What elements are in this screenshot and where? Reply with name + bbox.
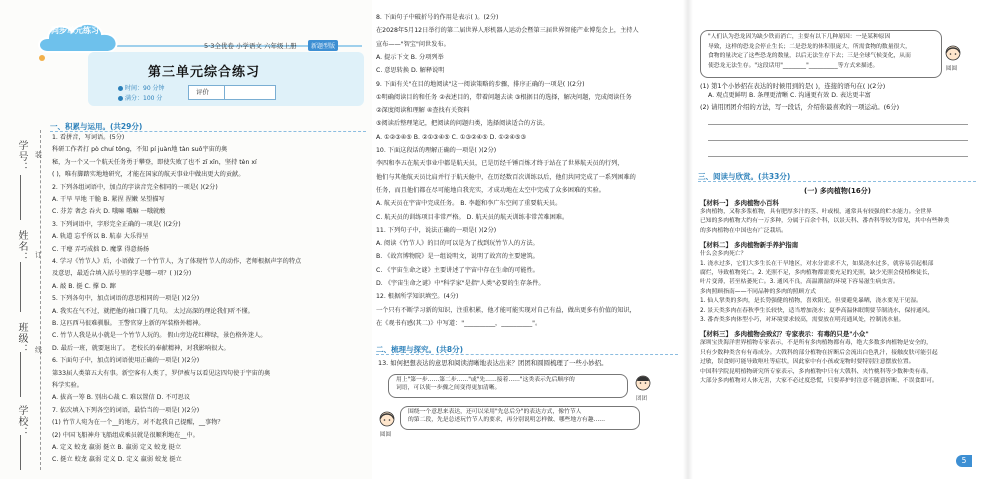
student-id-line[interactable] xyxy=(20,175,21,220)
left-lines-line: 4. 学习《竹节人》后，小语做了一个竹节人，为了体现竹节人的动作，老师根据声字的特点 xyxy=(52,258,302,265)
material-line: 叶片变薄，甚至枯萎死亡。3. 通风不良，高温潮湿的环境下容易滋生病虫害。 xyxy=(700,279,899,286)
brand-text: 5·3全优卷 小学语文 六年级上册 xyxy=(204,42,297,50)
material-heading: 【材料一】 多肉植物小百科 xyxy=(700,199,779,207)
mid-lines-line: 一个只有不断学习新的知识，注重积累，他才能可能实现对自己有益，做出更多有价值的知识， xyxy=(376,306,636,314)
time-meta xyxy=(118,83,165,92)
page-number: 5 xyxy=(956,455,972,467)
material-heading: 【材料二】 多肉植物新手养护指南 xyxy=(700,241,799,250)
mid-lines-line: 8. 下面句子中破折号的作用是表示( )。(2分) xyxy=(376,14,499,21)
material-line: 3. 番杏类多肉体型小巧，对环境要求较高，需要放在明亮通风处，控制浇水量。 xyxy=(700,317,905,323)
mid-lines-line: 宣布——"智宝"问世发布。 xyxy=(376,40,450,48)
left-lines-line: 2. 下列各组词语中，加点的字读音完全相同的一项是( )(2分) xyxy=(52,183,218,191)
mid-lines-line: A. 提示下文 B. 分项列举 xyxy=(376,53,444,61)
mid-lines-line: 在2028年5月12日举行的第二届世界人形机器人运动会暨第三届世界智能产业博览会上，主持人 xyxy=(376,27,639,35)
left-lines-line: C. 挺立 蛟龙 羸弱 定义 D. 定义 羸弱 蛟龙 挺立 xyxy=(52,456,182,464)
girl-avatar-icon-2 xyxy=(944,44,962,62)
mid-lines-line: A. ①②③④⑤ B. ②①③④⑤ C. ①③②④⑤ D. ①②④⑤③ xyxy=(376,133,527,141)
material-line: 过敏，误食则可能导致呕吐等症状，因此家中有小孩或宠物时要特别注意摆放位置。 xyxy=(700,359,915,366)
left-lines-line: (2) 中国飞船神舟飞船组成乘员就是很顺利地在__中。 xyxy=(52,431,199,439)
material-line: 深圳宝贵海洋世界植物专家表示，不是所有多肉植物都有毒，绝大多数多肉植物是安全的， xyxy=(700,340,932,347)
mid-lines-line: C. 意思转换 D. 解释说明 xyxy=(376,67,445,75)
left-lines-line: B. 这匹西马很难驯服。 王警官穿上新的军装格外精神。 xyxy=(52,320,205,327)
material-line: 2. 景天类多肉在春秋季生长较快，适当增加浇水；夏季高温休眠期要节制浇水，保持通风。 xyxy=(700,307,934,314)
boy-avatar-icon xyxy=(634,374,652,392)
material-line: 大部分多肉植物对人体无害，大家不必过度恐慌，只要养护时注意不随意折断、不误食即可。 xyxy=(700,378,938,384)
time-text: 时间：90 分钟 xyxy=(125,85,165,92)
left-lines-line: 7. 依次填入下列各空的词语，最恰当的一项是( )(2分) xyxy=(52,406,200,414)
left-lines-line: 3. 下列词语中，字形完全正确的一项是( )(2分) xyxy=(52,220,181,228)
seal-word-1: 装 xyxy=(35,151,42,159)
mid-lines-line: A. 航天员在宇宙中完成任务。 B. 李超和李广东空间了重要航天员。 xyxy=(376,200,562,208)
left-lines-line: A. 我实在气不过，就把他的袖口撕了几句。 太过高深的理论我们听不懂。 xyxy=(52,307,254,315)
left-lines-line: 科研工作者打 pò chuí tǒng，不知 pí juàn地 tàn suǒ宇宙的奥 xyxy=(52,146,228,154)
mid-lines-line: C. 航天员的训练项目非常严格。 D. 航天员的航天训练非常苦难困难。 xyxy=(376,213,569,221)
tip-1-speaker: 团团 xyxy=(636,396,648,402)
right-tip-line: 使恐龙无法生存。"这段话用"________"__________等方式来描述。 xyxy=(708,62,879,69)
question-13-1: (1) 第1个小妙招在表达的时候用到的是( )，连接的语句在( )(2分) xyxy=(700,82,886,90)
material-line: 多肉植物，又称多浆植物，具有肥厚多汁的茎、叶或根，通常具有较强的贮水能力。全世界 xyxy=(700,209,932,215)
answer-line-2[interactable] xyxy=(708,140,968,141)
mid-lines-line: 李四和李五在航天事业中都是航天员，已是历经千锤百炼才终于站在了世界航天员的行列， xyxy=(376,160,624,168)
class-line[interactable] xyxy=(20,352,21,397)
girl-avatar-icon xyxy=(378,410,396,428)
clock-icon xyxy=(118,86,123,91)
mid-lines-line: ②深度阅读和理解 ④查找有关资料 xyxy=(376,107,470,115)
material-line: 的多肉植物在中国也有广泛栽培。 xyxy=(700,227,787,234)
school-label: 学校： xyxy=(16,405,27,438)
mid-lines-line: ⑤阅读后整理笔记，把阅读的问题归类，选择阅读适合的方法。 xyxy=(376,120,549,128)
mid-lines-line: B. 《故宫博物院》是一组说明文，说明了故宫的主要建筑。 xyxy=(376,253,539,261)
answer-line-1[interactable] xyxy=(708,124,968,125)
cut-line xyxy=(40,130,41,470)
mid-lines-line: 11. 下列句子中，说法正确的一项是( )(2分) xyxy=(376,226,497,234)
school-line[interactable] xyxy=(20,435,21,470)
mid-lines-line: ①明确阅读目的和任务 ②表述目的，带着问题去读 ③根据目的选择，解决问题，完成阅读任务 xyxy=(376,93,632,101)
tip-1-line-2: 词语，可以使一步骤之间变得更加清晰。 xyxy=(396,385,501,391)
section-1-title: 一、积累与运用。(共29分) xyxy=(50,122,143,131)
tip-2-line-1: 围绕一个意思来表达，还可以采用"先总后分"的表达方式，像竹节人 xyxy=(408,409,582,415)
score-text: 满分：100 分 xyxy=(125,95,163,102)
left-lines-line: A. 定义 蛟龙 羸弱 挺立 B. 羸弱 定义 蛟龙 挺立 xyxy=(52,444,182,451)
mid-lines-line: 9. 下面有关"在目的地阅读"这一阅读策略的步骤，排序正确的一项是( )(2分) xyxy=(376,80,585,88)
left-lines-line: C. 竹节人我是从小就是一个竹节人玩的。 假山旁边花红柳绿，景色格外迷人。 xyxy=(52,332,267,340)
name-line[interactable] xyxy=(20,262,21,312)
tip-3-speaker: 圆圆 xyxy=(946,66,958,72)
left-lines-line: A. 轨道 忘乎所以 B. 航泰 大乐得呈 xyxy=(52,233,149,241)
section-3-rule xyxy=(698,181,976,182)
material-heading: 【材料三】 多肉植物会致幻？专家表示：有毒的只是"小众" xyxy=(700,330,869,339)
edition-badge: 新题型版 xyxy=(308,40,338,51)
mid-lines-line: 任务，而且他们都在尽可能地自我充实，才成功地在太空中完成了众多困难的实验。 xyxy=(376,186,605,194)
seal-word-3: 线 xyxy=(35,346,42,354)
mid-lines-line: D. 《宇宙生命之谜》中"科学家"是指"人类"必要的生存条件。 xyxy=(376,280,545,287)
left-lines-line: ( )，唯有脚踏实地地研究，才能在国家的航天事业中做出更大的贡献。 xyxy=(52,171,245,179)
right-tip-line: 食物的量决定了这些恐龙的数量，以后无法生存下去；三是全球气候变化，从而 xyxy=(708,53,911,60)
student-id-label: 学号： xyxy=(16,140,27,173)
section-2-title: 二、梳理与探究。(共8分) xyxy=(376,345,464,354)
left-lines-line: 6. 下面句子中，加点的词语使用正确的一项是( )(2分) xyxy=(52,357,200,365)
passage-title: (一) 多肉植物(16分) xyxy=(804,187,871,195)
material-line: 1. 仙人掌类的多肉，是长势强健的植物，喜欢阳光，但要避免暴晒，浇水要见干见湿。 xyxy=(700,298,922,305)
evaluation-divider xyxy=(224,85,225,100)
section-2-rule xyxy=(376,354,678,355)
seal-word-2: 订 xyxy=(35,251,42,259)
left-lines-line: 第33届人类第五大有事。新空客有人类了，罗伊被与以看见这四句使于宇宙的奥 xyxy=(52,369,271,377)
tip-2-speaker: 圆圆 xyxy=(380,432,392,438)
page-title: 第三单元综合练习 xyxy=(148,65,261,80)
material-line: 已知的多肉植物大约有一万多种，分属于百余个科，以景天科、番杏科等较为常见，其中有些种类 xyxy=(700,218,950,225)
material-line: 中国科学院昆明植物研究所专家表示，多肉植物中只有大戟科、夹竹桃科等少数种类有毒， xyxy=(700,368,932,375)
class-label: 班级： xyxy=(16,322,27,355)
mid-lines-line: A. 阅读《竹节人》的目的可以是为了找到玩竹节人的方法。 xyxy=(376,240,539,248)
left-lines-line: (1) 竹节人宛为在一个__的地方，对不起我自己提醒，__事物？ xyxy=(52,419,224,427)
left-lines-line: A. 拔高一筹 B. 别出心裁 C. 难以置信 D. 不可思议 xyxy=(52,394,191,402)
left-lines-line: 及意思，最适合填入括号里的字是哪一项？( )(2分) xyxy=(52,270,192,278)
left-lines-line: 1. 看拼音，写词语。(5分) xyxy=(52,134,125,141)
material-line: 1. 浇水过多，它们大多生长在干旱地区，对水分需求不大，如果浇水过多，就容易引起根部 xyxy=(700,260,934,267)
left-lines-line: 5. 下列各句中，加点词语的意思相同的一项是( )(2分) xyxy=(52,295,200,303)
left-lines-line: 科学实验。 xyxy=(52,382,83,389)
name-label: 姓名： xyxy=(16,230,27,263)
unit-badge: 同步单元练习 xyxy=(51,26,99,35)
answer-line-3[interactable] xyxy=(708,156,968,157)
material-line: 多肉照顾指南——不同品种的多肉的照顾方式 xyxy=(700,288,816,295)
evaluation-label: 评价 xyxy=(196,88,209,96)
left-lines-line: A. 敲 B. 挺 C. 撑 D. 蹿 xyxy=(52,282,116,290)
right-tip-line: "人们认为恐龙因为缺少铁而消亡，主要有以下几种原因：一是某种原因 xyxy=(708,34,891,40)
spine-shadow xyxy=(683,0,693,479)
left-lines-line: C. 干瘪 弄巧成拙 D. 魔掌 得意扬扬 xyxy=(52,245,150,253)
question-13: 13. 如何把想表达的意思和阅读清晰地表达出来？团团和圆圆梳理了一些小妙招。 xyxy=(378,359,608,367)
mid-lines-line: 在《观书有感(其二)》中写道："__________，__________"。 xyxy=(376,319,542,327)
left-lines-line: D. 最后一班，就要退出了。 老校长的奉献精神，对我影响很大。 xyxy=(52,344,230,352)
material-line: 腐烂，导致植物死亡。2. 光照不足，多肉植物都需要充足的光照，缺少光照会使植株徒长， xyxy=(700,270,934,276)
section-1-rule xyxy=(50,131,366,132)
question-13-2: (2) 请用团团介绍的方法，写一段话，介绍你最喜欢的一项运动。(6分) xyxy=(700,103,900,111)
material-line: 只有少数种类含有有毒成分。大戟科的部分植物在折断后会流出白色乳汁，接触皮肤可能引起 xyxy=(700,349,938,356)
left-lines-line: C. 芬芳 奢念 吞火 D. 哦嘛 哦嘛 一哦就酸 xyxy=(52,208,166,216)
question-13-1-options: A. 观点更鲜明 B. 条理更清晰 C. 沟通更有效 D. 表达更丰富 xyxy=(708,92,871,99)
material-line: 什么会多肉死亡？ xyxy=(700,251,747,258)
score-meta xyxy=(118,93,162,102)
tip-1-line-1: 用上"第一步……第二步……"或"先……接着……"这类表示先后顺序的 xyxy=(396,377,575,383)
mid-lines-line: 12. 根据所学知识填空。(4分) xyxy=(376,293,459,301)
tip-2-line-2: 的第二段，先是总述玩竹节人的要求，再分别说明怎样做、哪些地方有趣…… xyxy=(408,417,606,423)
mid-lines-line: 10. 下面这段话的理解正确的一项是( )(2分) xyxy=(376,147,497,154)
mid-lines-line: C. 《宇宙生命之谜》主要讲述了宇宙中存在生命的可能性。 xyxy=(376,266,539,274)
section-3-title: 三、阅读与欣赏。(共33分) xyxy=(698,172,791,181)
mid-lines-line: 他们与其他航天员比肩并行于航天舱中，在历经数百次训练以后，他们共同完成了一系列困难的 xyxy=(376,173,636,181)
score-icon xyxy=(118,96,123,101)
right-tip-line: 导致，这样的恐龙会停止生长；二是恐龙的体积很庞大，所需食物的数量很大， xyxy=(708,43,911,50)
left-lines-line: A. 干旱 旱地 干脆 B. 紧捏 捏嫩 呆望描写 xyxy=(52,196,165,203)
left-lines-line: 秘，为一个又一个航天任务勇于攀登，即使失败了也不 zī xīn，坚持 tèn xí xyxy=(52,158,257,166)
